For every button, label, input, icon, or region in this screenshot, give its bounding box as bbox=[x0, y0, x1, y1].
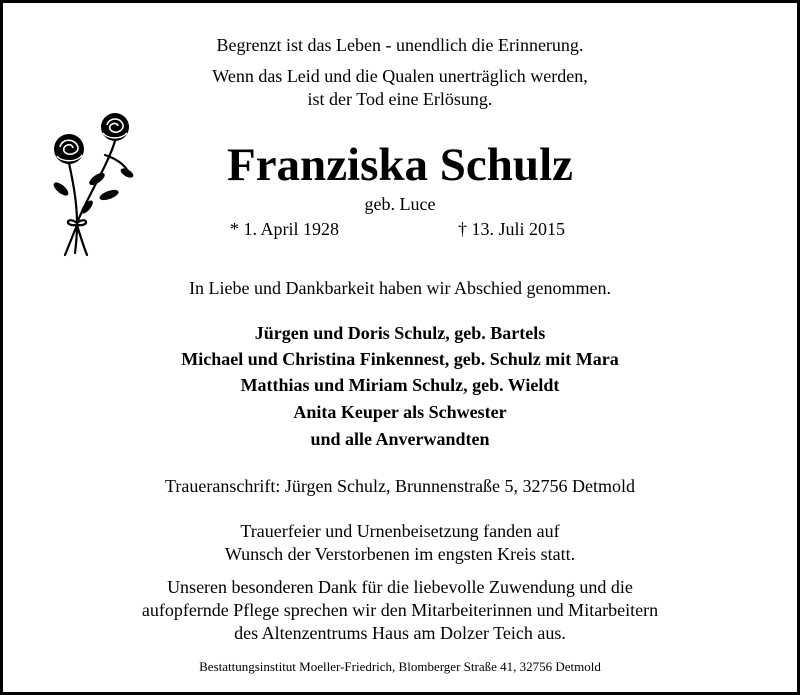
birth-name: geb. Luce bbox=[364, 194, 436, 214]
mourner-line: und alle Anverwandten bbox=[310, 429, 490, 449]
mourning-address: Traueranschrift: Jürgen Schulz, Brunnenstraße 5, 32756 Detmold bbox=[165, 476, 635, 496]
mourner-line: Anita Keuper als Schwester bbox=[293, 402, 507, 422]
farewell-text: In Liebe und Dankbarkeit haben wir Abschied genommen. bbox=[189, 278, 611, 298]
thanks-line: des Altenzentrums Haus am Dolzer Teich aus. bbox=[234, 623, 566, 643]
funeral-home: Bestattungsinstitut Moeller-Friedrich, Blomberger Straße 41, 32756 Detmold bbox=[199, 659, 601, 674]
thanks-line: Unseren besonderen Dank für die liebevolle Zuwendung und die bbox=[167, 577, 633, 597]
death-date: † 13. Juli 2015 bbox=[458, 219, 566, 239]
thanks-line: aufopfernde Pflege sprechen wir den Mitarbeiterinnen und Mitarbeitern bbox=[141, 600, 659, 620]
mourner-line: Jürgen und Doris Schulz, geb. Bartels bbox=[254, 323, 546, 343]
ceremony-line: Trauerfeier und Urnenbeisetzung fanden auf bbox=[240, 521, 560, 541]
deceased-name: Franziska Schulz bbox=[226, 139, 573, 191]
birth-date: * 1. April 1928 bbox=[230, 219, 340, 239]
mourner-line: Michael und Christina Finkennest, geb. Schulz mit Mara bbox=[181, 349, 619, 369]
mourner-line: Matthias und Miriam Schulz, geb. Wieldt bbox=[240, 375, 560, 395]
ceremony-line: Wunsch der Verstorbenen im engsten Kreis statt. bbox=[224, 544, 576, 564]
verse-line: ist der Tod eine Erlösung. bbox=[307, 89, 493, 109]
motto: Begrenzt ist das Leben - unendlich die Erinnerung. bbox=[216, 35, 584, 55]
verse-line: Wenn das Leid und die Qualen unerträglich werden, bbox=[212, 66, 588, 86]
